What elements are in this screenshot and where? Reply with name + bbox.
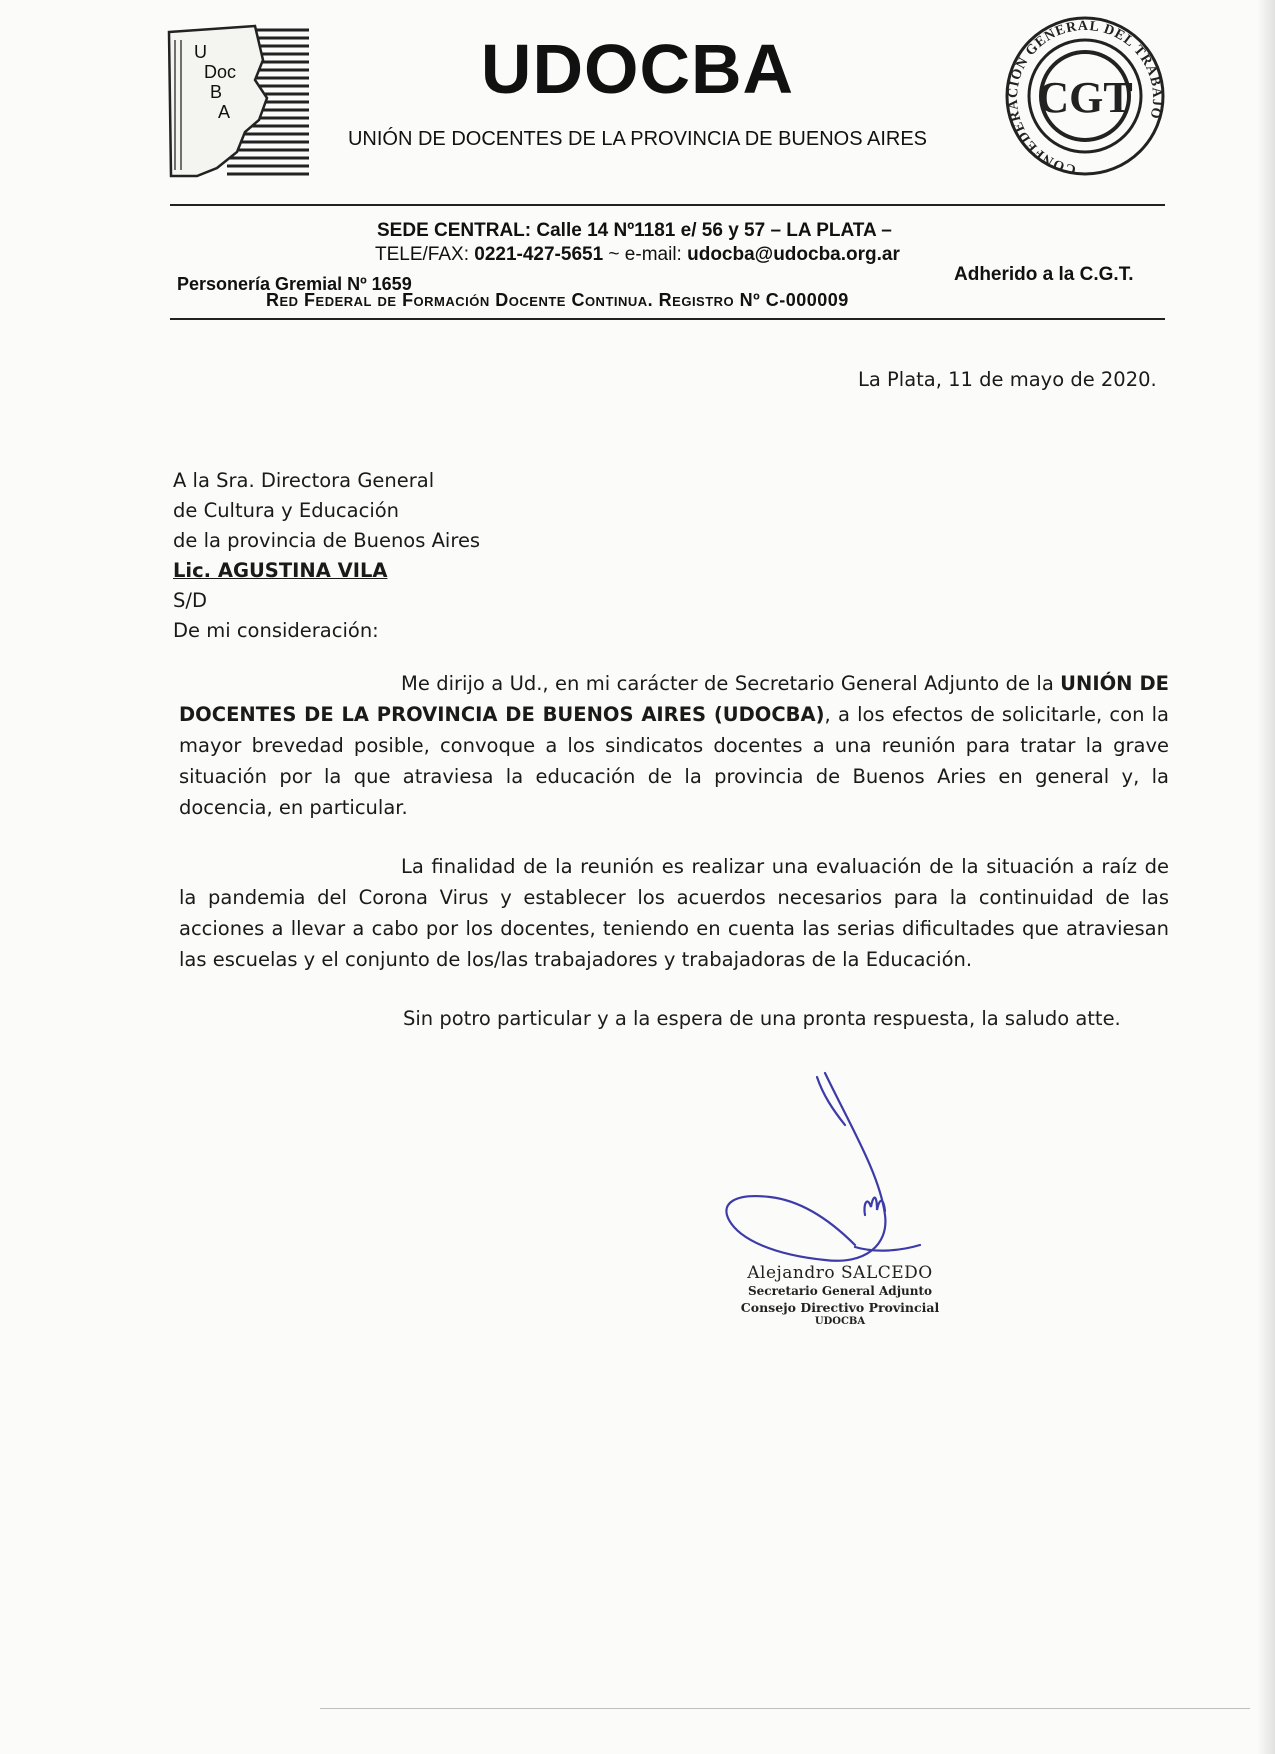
paragraph-1-lead: Me dirijo a Ud., en mi carácter de Secretario General Adjunto de la <box>401 672 1061 695</box>
addressee-block <box>173 466 480 646</box>
signatory-council: Consejo Directivo Provincial <box>740 1300 940 1315</box>
header-rule-bottom <box>170 318 1165 320</box>
udocba-logo <box>167 20 312 180</box>
logo-letter-a: A <box>218 102 231 122</box>
hq-address: SEDE CENTRAL: Calle 14 Nº1181 e/ 56 y 57 – LA PLATA – <box>377 220 892 241</box>
cgt-seal-logo <box>1003 14 1168 179</box>
addressee-line-3: de la provincia de Buenos Aires <box>173 529 481 552</box>
header-rule-top <box>170 204 1165 206</box>
org-acronym: UDOCBA <box>480 30 795 108</box>
red-federal-line: Red Federal de Formación Docente Continua. Registro Nº C-000009 <box>266 290 849 310</box>
paragraph-1-org: UNIÓN DE DOCENTES DE LA PROVINCIA DE BUENOS AIRES (UDOCBA) <box>179 672 1169 726</box>
salutation: De mi consideración: <box>173 619 379 642</box>
signatory-role: Secretario General Adjunto <box>747 1284 933 1298</box>
logo-letter-u: U <box>194 42 207 62</box>
handwritten-signature <box>715 1065 945 1285</box>
contact-line <box>375 244 900 266</box>
page-edge-shadow <box>1257 0 1275 1754</box>
addressee-line-1: A la Sra. Directora General <box>173 469 435 492</box>
contact-separator: ~ e-mail: <box>603 244 688 265</box>
svg-text:CGT: CGT <box>1037 73 1133 122</box>
letter-date: La Plata, 11 de mayo de 2020. <box>858 368 1157 391</box>
page-bottom-rule <box>320 1708 1250 1709</box>
addressee-sd: S/D <box>173 589 207 612</box>
addressee-line-2: de Cultura y Educación <box>173 499 400 522</box>
signature-stamp <box>730 1263 950 1327</box>
logo-letter-doc: Doc <box>204 62 237 82</box>
org-full-name: UNIÓN DE DOCENTES DE LA PROVINCIA DE BUENOS AIRES <box>347 128 928 150</box>
contact-email: udocba@udocba.org.ar <box>687 244 900 265</box>
closing-paragraph: Sin potro particular y a la espera de una pronta respuesta, la saludo atte. <box>403 1007 1121 1030</box>
paragraph-1-rest: , a los efectos de solicitarle, con la mayor brevedad posible, convoque a los sindicatos docentes a una reunión para tratar la grave situación por la que atraviesa la educación de la provincia de Buenos Aries en general y, la docencia, en particular. <box>179 703 1169 819</box>
signatory-org: UDOCBA <box>814 1316 866 1327</box>
body-paragraph-1 <box>179 668 1169 823</box>
recipient-name: Lic. AGUSTINA VILA <box>173 559 388 582</box>
contact-phone: 0221-427-5651 <box>474 244 604 265</box>
contact-label: TELE/FAX: <box>375 244 469 265</box>
udocba-logo-letters <box>194 42 236 122</box>
logo-letter-b: B <box>210 82 223 102</box>
svg-text:CONFEDERACION GENERAL DEL TRAB: CONFEDERACION GENERAL DEL TRABAJO <box>1005 18 1165 177</box>
adherido-cgt: Adherido a la C.G.T. <box>954 264 1134 285</box>
signatory-name: Alejandro SALCEDO <box>747 1263 933 1283</box>
personeria-gremial: Personería Gremial Nº 1659 <box>177 274 412 294</box>
body-paragraph-2: La finalidad de la reunión es realizar una evaluación de la situación a raíz de la pandemia del Corona Virus y establecer los acuerdos necesarios para la continuidad de las acciones a llevar a cabo por los docentes, teniendo en cuenta las serias dificultades que atraviesan las escuelas y el conjunto de los/las trabajadores y trabajadoras de la Educación. <box>179 855 1169 971</box>
